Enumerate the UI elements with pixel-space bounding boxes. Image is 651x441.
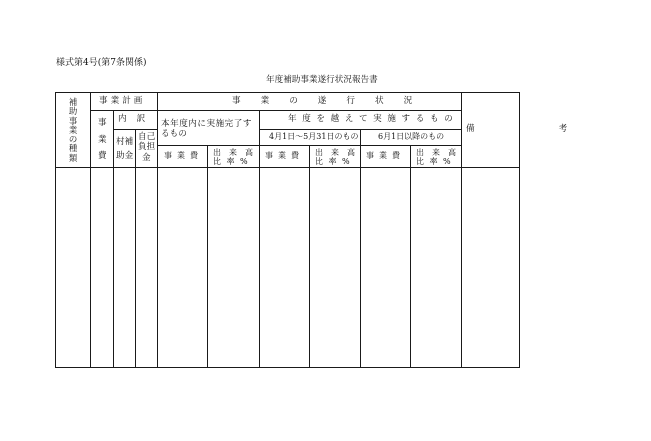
col-completion-rate: 比率% [416, 157, 457, 166]
grid-line [135, 129, 136, 368]
table-border-top [55, 92, 520, 93]
grid-line [90, 92, 91, 368]
col-project-cost: 事業費 [366, 151, 405, 160]
cost-header-char: 事 [98, 118, 107, 128]
col-completion-rate: 比率% [213, 157, 254, 166]
form-number: 様式第4号(第7条関係) [56, 58, 147, 68]
grid-line [309, 145, 310, 368]
own-burden-label: 金 [142, 153, 151, 163]
grid-line [113, 110, 114, 368]
grid-line [259, 129, 461, 130]
col-completion-rate: 出来高 [416, 148, 464, 157]
village-subsidy-label: 村補 [116, 137, 134, 147]
progress-header: 事業の遂行状況 [232, 96, 433, 106]
project-type-header: 補 助 事 業 の 種 類 [68, 97, 78, 163]
own-burden-label: 負担 [138, 142, 156, 152]
grid-line [90, 110, 461, 111]
document-title: 年度補助事業遂行状況報告書 [266, 75, 378, 85]
own-burden-label: 自己 [138, 132, 156, 142]
cost-header-char: 業 [98, 135, 107, 145]
col-completion-rate: 比率% [315, 157, 356, 166]
breakdown-header: 内訳 [118, 114, 156, 124]
grid-line [55, 167, 520, 168]
within-year-label: 本年度内に実施完了す [161, 119, 252, 129]
within-year-label: るもの [161, 129, 187, 139]
grid-line [360, 129, 361, 368]
plan-header: 事業計画 [99, 96, 146, 106]
table-border-bottom [55, 367, 520, 368]
cost-header-char: 費 [98, 151, 107, 161]
period2-header: 6月1日以降のもの [378, 132, 445, 141]
table-border-left [55, 92, 56, 368]
col-completion-rate: 出来高 [315, 148, 363, 157]
grid-line [410, 145, 411, 368]
grid-line [207, 145, 208, 368]
grid-line [113, 129, 157, 130]
grid-line [461, 92, 462, 368]
period1-header: 4月1日〜5月31日のもの [269, 132, 359, 141]
grid-line [157, 92, 158, 368]
col-completion-rate: 出来高 [213, 148, 261, 157]
remarks-header: 備考 [466, 124, 651, 134]
col-project-cost: 事業費 [164, 151, 203, 160]
col-project-cost: 事業費 [265, 151, 304, 160]
village-subsidy-label: 助金 [116, 151, 134, 161]
grid-line [157, 145, 461, 146]
beyond-year-header: 年度を越えて実施するもの [288, 114, 459, 124]
